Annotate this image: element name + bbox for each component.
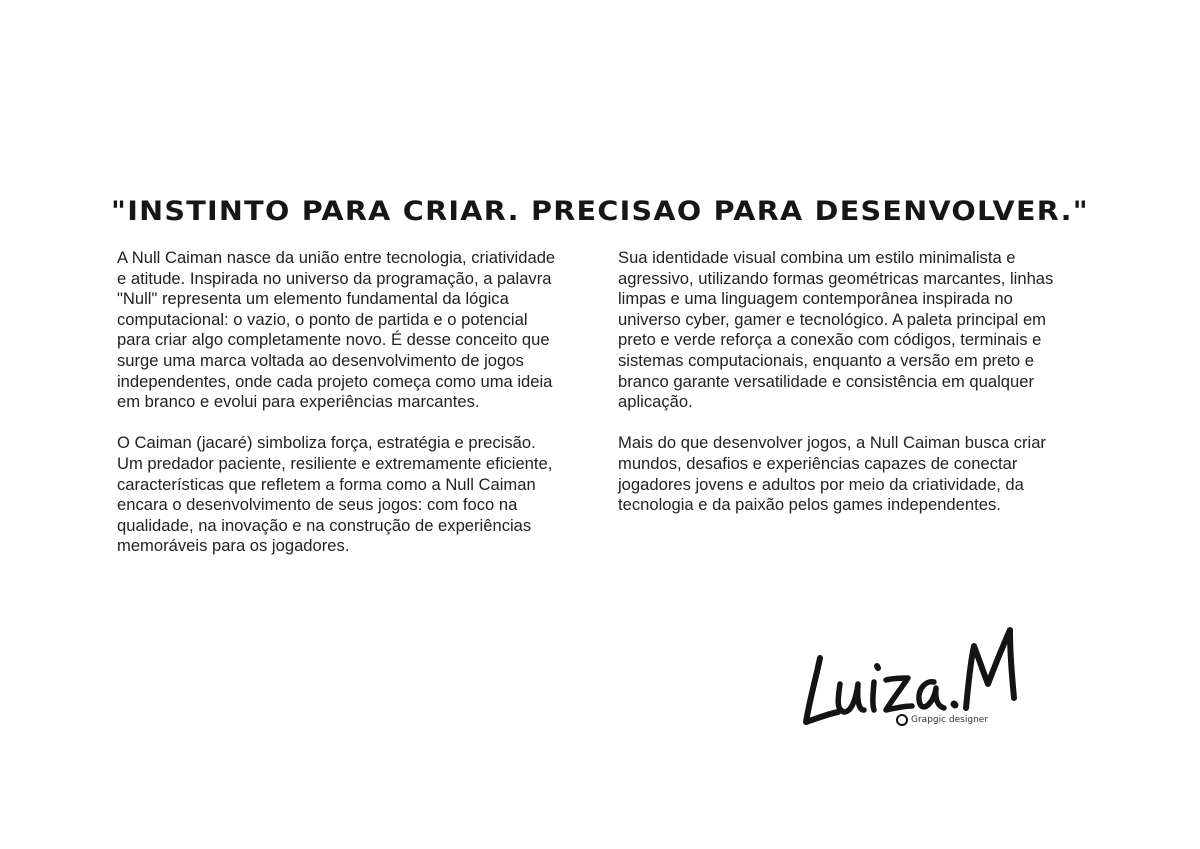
- page-headline: "INSTINTO PARA CRIAR. PRECISAO PARA DESENVOLVER.": [111, 196, 1089, 227]
- paragraph: A Null Caiman nasce da união entre tecnologia, criatividade e atitude. Inspirada no universo da programação, a palavra "Null" representa um elemento fundamental da lógica computacional: o vazio, o ponto de partida e o potencial para criar algo completamente novo. É desse conceito que surge uma marca voltada ao desenvolvimento de jogos independentes, onde cada projeto começa como uma ideia em branco e evolui para experiências marcantes.: [117, 248, 556, 412]
- paragraph: O Caiman (jacaré) simboliza força, estratégia e precisão. Um predador paciente, resiliente e extremamente eficiente, características que refletem a forma como a Null Caiman encara o desenvolvimento de seus jogos: com foco na qualidade, na inovação e na construção de experiências memoráveis para os jogadores.: [117, 433, 553, 556]
- text-column-right: [618, 248, 1058, 536]
- text-column-left: [117, 248, 557, 578]
- signature-role: [896, 714, 988, 726]
- paragraph: Sua identidade visual combina um estilo minimalista e agressivo, utilizando formas geométricas marcantes, linhas limpas e uma linguagem contemporânea inspirada no universo cyber, gamer e tecnológico. A paleta principal em preto e verde reforça a conexão com códigos, terminais e sistemas computacionais, enquanto a versão em preto e branco garante versatilidade e consistência em qualquer aplicação.: [618, 248, 1054, 412]
- role-label: Grapgic designer: [911, 715, 989, 725]
- ring-icon: [896, 714, 908, 726]
- paragraph: Mais do que desenvolver jogos, a Null Caiman busca criar mundos, desafios e experiências capazes de conectar jogadores jovens e adultos por meio da criatividade, da tecnologia e da paixão pelos games independentes.: [618, 433, 1046, 515]
